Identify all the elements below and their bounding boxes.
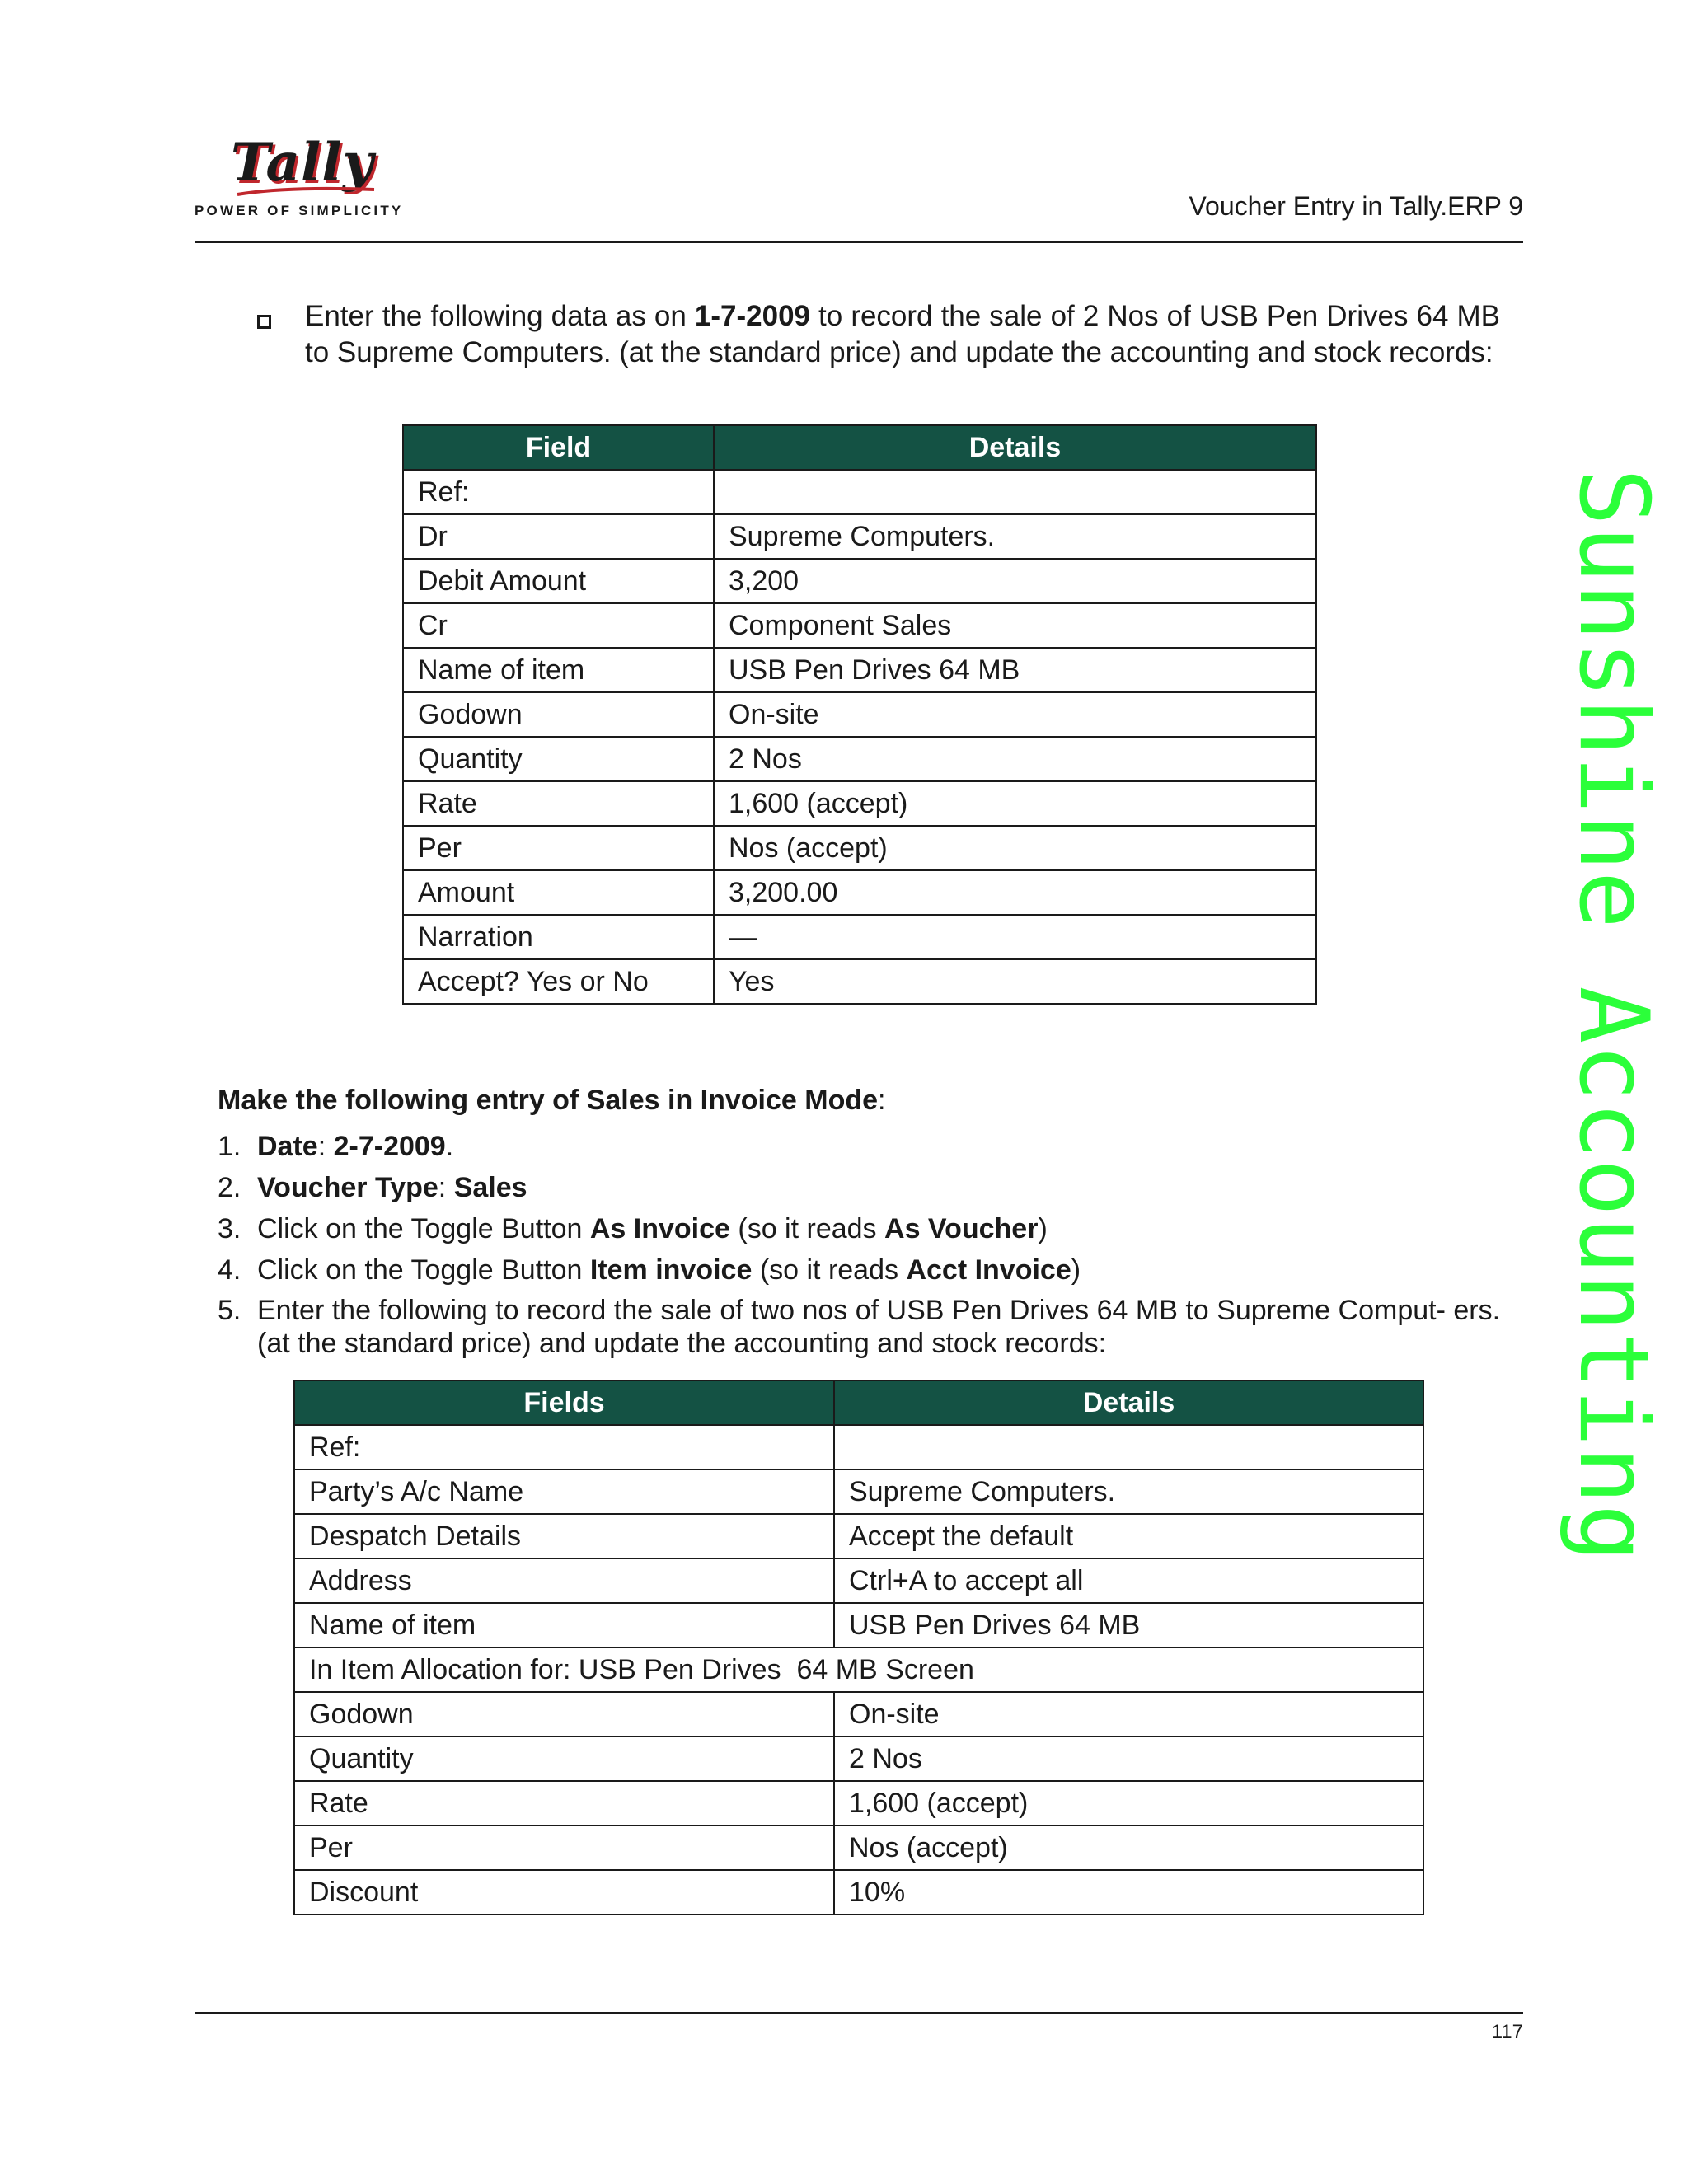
table-row [294,1603,1423,1647]
step-text: Click on the Toggle Button [257,1254,590,1286]
table-row [403,559,1316,603]
details-cell: Supreme Computers. [834,1469,1423,1514]
field-cell: Ref: [294,1425,834,1469]
table-row [294,1558,1423,1603]
field-cell: Godown [294,1692,834,1736]
step-value: 2-7-2009 [333,1131,446,1162]
logo-swoosh-icon [236,183,376,199]
details-cell: Accept the default [834,1514,1423,1558]
step-text: Click on the Toggle Button [257,1213,590,1244]
watermark-text: Sunshine Accounting [1558,468,1669,1562]
table-row [403,514,1316,559]
step-value: Sales [453,1172,528,1203]
table-row [403,470,1316,514]
table-row-spanning [294,1647,1423,1692]
details-cell: On-site [834,1692,1423,1736]
field-cell: Discount [294,1870,834,1915]
table-header-cell: Fields [294,1380,834,1425]
step-number: 3. [218,1213,241,1244]
field-cell: Cr [403,603,714,648]
intro-date: 1-7-2009 [694,300,810,332]
table-row [294,1870,1423,1915]
list-item [218,1249,1503,1291]
field-cell: Ref: [403,470,714,514]
details-cell: USB Pen Drives 64 MB [714,648,1316,692]
header-title: Voucher Entry in Tally.ERP 9 [1189,191,1523,221]
step-text: Enter the following to record the sale of two nos of USB Pen Drives 64 MB to Supreme Comput- ers. (at the standard price) and update the accounting and stock records: [257,1295,1501,1359]
step-separator: : [317,1131,334,1162]
field-cell: Accept? Yes or No [403,959,714,1004]
list-item [218,1208,1503,1249]
step-tail: . [445,1131,454,1162]
list-item [218,1126,1503,1167]
square-bullet-icon [257,315,271,329]
field-cell: Dr [403,514,714,559]
field-cell: Amount [403,870,714,915]
logo-wordmark: Tally [231,132,374,194]
table-header-row [294,1380,1423,1425]
details-cell: Supreme Computers. [714,514,1316,559]
field-cell: Rate [294,1781,834,1825]
list-item [218,1167,1503,1208]
field-cell: Rate [403,781,714,826]
field-cell: Address [294,1558,834,1603]
step-number: 5. [218,1295,241,1326]
step-text: (so it reads [729,1213,885,1244]
details-cell: Ctrl+A to accept all [834,1558,1423,1603]
table-row [294,1781,1423,1825]
details-cell: 2 Nos [834,1736,1423,1781]
details-cell: USB Pen Drives 64 MB [834,1603,1423,1647]
details-cell: On-site [714,692,1316,737]
field-cell: Narration [403,915,714,959]
step-number: 2. [218,1172,241,1203]
intro-text-post: to record the sale of 2 Nos of USB Pen Drives 64 MB to Supreme Computers. (at the standard price) and update the accounting and stock records: [305,300,1500,368]
details-cell [834,1425,1423,1469]
details-cell: 3,200.00 [714,870,1316,915]
step-bold: As Voucher [884,1213,1039,1244]
section-heading-tail: : [878,1085,886,1116]
field-cell: Per [403,826,714,870]
table-row [403,870,1316,915]
step-label: Date [257,1131,318,1162]
footer-rule [195,2012,1523,2014]
intro-paragraph [305,298,1500,371]
field-cell: Quantity [294,1736,834,1781]
table-row [403,737,1316,781]
field-cell: Despatch Details [294,1514,834,1558]
step-number: 4. [218,1254,241,1286]
table-row [294,1425,1423,1469]
details-cell: 1,600 (accept) [714,781,1316,826]
field-cell: Name of item [294,1603,834,1647]
table-row [403,648,1316,692]
details-cell: 2 Nos [714,737,1316,781]
details-cell: 1,600 (accept) [834,1781,1423,1825]
table-row [294,1692,1423,1736]
table-header-cell: Details [714,425,1316,470]
step-bold: Item invoice [589,1254,753,1286]
table-row [403,603,1316,648]
details-cell: Nos (accept) [714,826,1316,870]
table-row [403,781,1316,826]
invoice-data-table [293,1380,1424,1915]
table-row [403,826,1316,870]
step-separator: : [438,1172,454,1203]
details-cell: 3,200 [714,559,1316,603]
section-heading-bold: Make the following entry of Sales in Invoice Mode [218,1085,879,1116]
page-number: 117 [1491,2021,1523,2043]
details-cell: Nos (accept) [834,1825,1423,1870]
list-item [218,1291,1503,1360]
tally-logo [195,132,404,223]
step-text: ) [1071,1254,1081,1286]
field-cell: Name of item [403,648,714,692]
step-label: Voucher Type [257,1172,438,1203]
section-heading [218,1085,885,1117]
details-cell: Component Sales [714,603,1316,648]
table-row [294,1736,1423,1781]
table-header-cell: Details [834,1380,1423,1425]
voucher-data-table [402,424,1317,1005]
details-cell [714,470,1316,514]
table-row [294,1469,1423,1514]
field-cell: Per [294,1825,834,1870]
intro-text-pre: Enter the following data as on [305,300,695,332]
field-cell: Debit Amount [403,559,714,603]
details-cell: 10% [834,1870,1423,1915]
field-cell: Godown [403,692,714,737]
table-row [403,959,1316,1004]
step-bold: Acct Invoice [906,1254,1071,1286]
table-row [294,1825,1423,1870]
logo-tagline: POWER OF SIMPLICITY [195,203,404,218]
details-cell: Yes [714,959,1316,1004]
table-header-row [403,425,1316,470]
table-row [403,692,1316,737]
table-header-cell: Field [403,425,714,470]
step-text: (so it reads [752,1254,907,1286]
header-rule [195,241,1523,243]
details-cell: — [714,915,1316,959]
steps-list [218,1126,1503,1360]
step-number: 1. [218,1131,241,1162]
field-cell: Party’s A/c Name [294,1469,834,1514]
spanning-cell: In Item Allocation for: USB Pen Drives 64 MB Screen [294,1647,1423,1692]
field-cell: Quantity [403,737,714,781]
step-text: ) [1038,1213,1048,1244]
table-row [403,915,1316,959]
table-row [294,1514,1423,1558]
step-bold: As Invoice [589,1213,730,1244]
